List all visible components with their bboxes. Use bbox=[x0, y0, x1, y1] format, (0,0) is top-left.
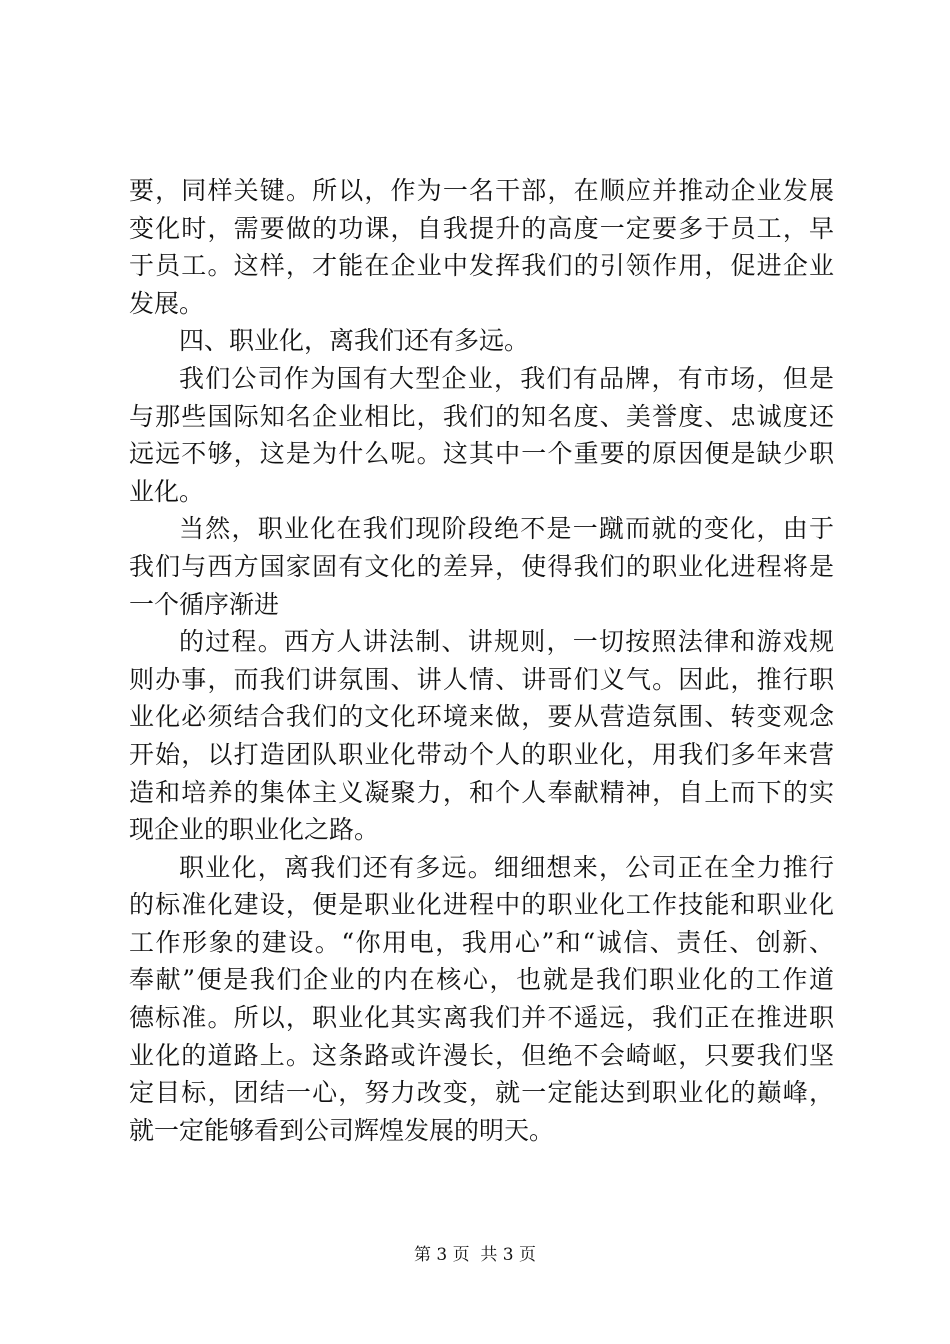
text-line: 则办事，而我们讲氛围、讲人情、讲哥们义气。因此，推行职 bbox=[129, 664, 834, 694]
body-text bbox=[129, 172, 834, 1149]
text-line: 的过程。西方人讲法制、讲规则，一切按照法律和游戏规 bbox=[179, 627, 834, 657]
page-footer bbox=[0, 1243, 950, 1267]
text-line: 开始，以打造团队职业化带动个人的职业化，用我们多年来营 bbox=[129, 739, 834, 769]
text-line: 德标准。所以，职业化其实离我们并不遥远，我们正在推进职 bbox=[129, 1003, 834, 1033]
text-line: 奉献”便是我们企业的内在核心，也就是我们职业化的工作道 bbox=[129, 965, 834, 995]
page-number: 第 3 页 共 3 页 bbox=[413, 1245, 537, 1265]
text-line: 我们与西方国家固有文化的差异，使得我们的职业化进程将是 bbox=[129, 551, 834, 581]
text-line: 一个循序渐进 bbox=[129, 589, 280, 619]
text-line: 与那些国际知名企业相比，我们的知名度、美誉度、忠诚度还 bbox=[129, 401, 834, 431]
text-line: 工作形象的建设。“你用电，我用心”和“诚信、责任、创新、 bbox=[129, 927, 834, 957]
text-line: 业化的道路上。这条路或许漫长，但绝不会崎岖，只要我们坚 bbox=[129, 1040, 834, 1070]
text-line: 现企业的职业化之路。 bbox=[129, 815, 380, 845]
text-line: 就一定能够看到公司辉煌发展的明天。 bbox=[129, 1115, 555, 1145]
section-heading: 四、职业化，离我们还有多远。 bbox=[179, 326, 530, 356]
text-line: 业化必须结合我们的文化环境来做，要从营造氛围、转变观念 bbox=[129, 702, 834, 732]
text-line: 业化。 bbox=[129, 476, 205, 506]
text-line: 要，同样关键。所以，作为一名干部，在顺应并推动企业发展 bbox=[129, 176, 834, 205]
text-line: 当然，职业化在我们现阶段绝不是一蹴而就的变化，由于 bbox=[179, 514, 834, 544]
text-line: 变化时，需要做的功课，自我提升的高度一定要多于员工，早 bbox=[129, 213, 834, 243]
text-line: 造和培养的集体主义凝聚力，和个人奉献精神，自上而下的实 bbox=[129, 777, 834, 807]
text-line: 的标准化建设，便是职业化进程中的职业化工作技能和职业化 bbox=[129, 890, 834, 920]
text-line: 远远不够，这是为什么呢。这其中一个重要的原因便是缺少职 bbox=[129, 439, 834, 469]
text-line: 发展。 bbox=[129, 288, 205, 318]
text-line: 职业化，离我们还有多远。细细想来，公司正在全力推行 bbox=[179, 852, 834, 882]
text-line: 定目标，团结一心，努力改变，就一定能达到职业化的巅峰， bbox=[129, 1078, 834, 1108]
text-line: 我们公司作为国有大型企业，我们有品牌，有市场，但是 bbox=[179, 363, 834, 393]
text-line: 于员工。这样，才能在企业中发挥我们的引领作用，促进企业 bbox=[129, 251, 834, 281]
